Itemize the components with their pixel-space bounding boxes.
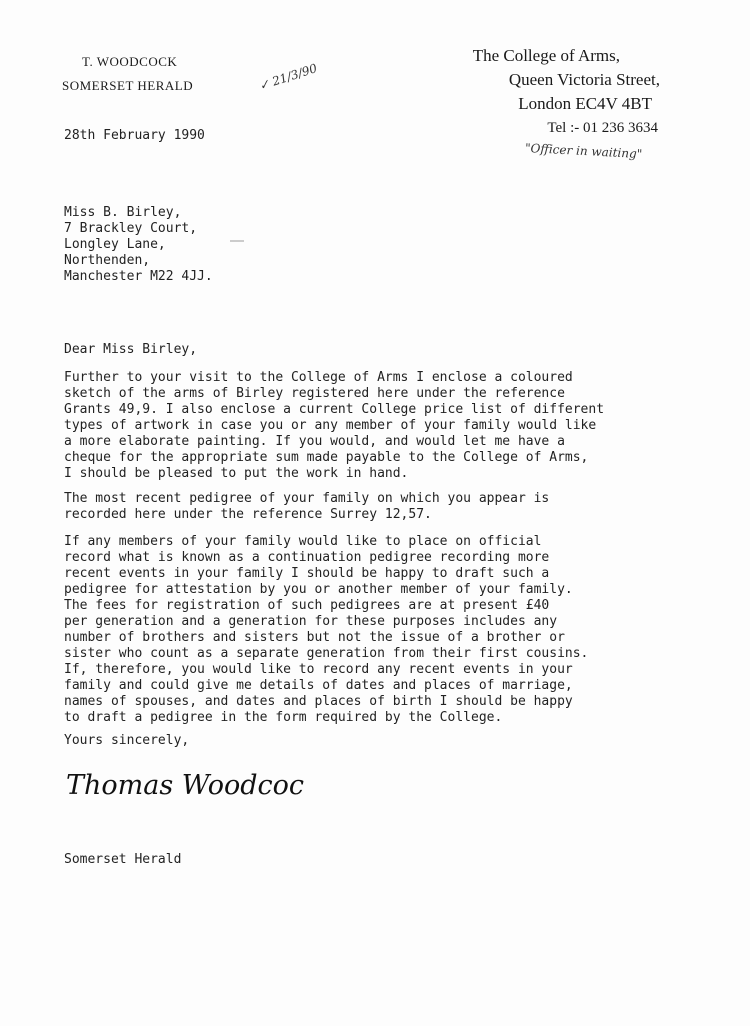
paragraph-2: The most recent pedigree of your family on which you appear is recorded here under the reference Surrey 12,57.	[64, 491, 550, 522]
letterhead-sender	[62, 50, 193, 98]
address-line-2: Queen Victoria Street,	[508, 70, 660, 89]
closing: Yours sincerely,	[64, 733, 190, 748]
address-line-3: London EC4V 4BT	[518, 94, 652, 113]
recipient-address	[64, 205, 213, 285]
recipient-name: Miss B. Birley,	[64, 205, 182, 220]
ink-smudge	[230, 240, 244, 242]
received-date-note: 21/3/90	[270, 61, 319, 89]
received-tick-mark: ✓ 21/3/90	[257, 61, 319, 93]
recipient-line-4: Manchester M22 4JJ.	[64, 269, 213, 284]
letterhead-address	[473, 44, 660, 140]
sender-name: T. WOODCOCK	[82, 54, 178, 69]
signature-graphic	[64, 762, 304, 806]
telephone: Tel :- 01 236 3634	[547, 120, 658, 136]
address-line-1: The College of Arms,	[472, 46, 620, 65]
office-note: "Officer in waiting"	[524, 140, 643, 162]
salutation: Dear Miss Birley,	[64, 342, 198, 357]
recipient-line-1: 7 Brackley Court,	[64, 221, 198, 236]
paragraph-1: Further to your visit to the College of Arms I enclose a coloured sketch of the arms of Birley registered here under the reference Grants 49,9. I also enclose a current College price list of different types of artwork in case you or any member of your family would like a more elaborate painting. If you would, and would let me have a cheque for the appropriate sum made payable to the College of Arms, I should be pleased to put the work in hand.	[64, 370, 605, 481]
letter-date: 28th February 1990	[64, 128, 205, 143]
sender-title: SOMERSET HERALD	[62, 78, 194, 93]
recipient-line-2: Longley Lane,	[64, 237, 166, 252]
handwritten-signature	[64, 762, 304, 811]
recipient-line-3: Northenden,	[64, 253, 151, 268]
signature-text: Thomas Woodcock.	[66, 770, 304, 801]
paragraph-3: If any members of your family would like to place on official record what is known as a continuation pedigree recording more recent events in your family I should be happy to draft such a pedigree for attestation by you or another member of your family. The fees for registration of such pedigrees are at present £40 per generation and a generation for these purposes includes any number of brothers and sisters but not the issue of a brother or sister who count as a separate generation from their first cousins. If, therefore, you would like to record any recent events in your family and could give me details of dates and places of marriage, names of spouses, and dates and places of birth I should be happy to draft a pedigree in the form required by the College.	[64, 534, 589, 725]
signatory-title: Somerset Herald	[64, 852, 182, 867]
